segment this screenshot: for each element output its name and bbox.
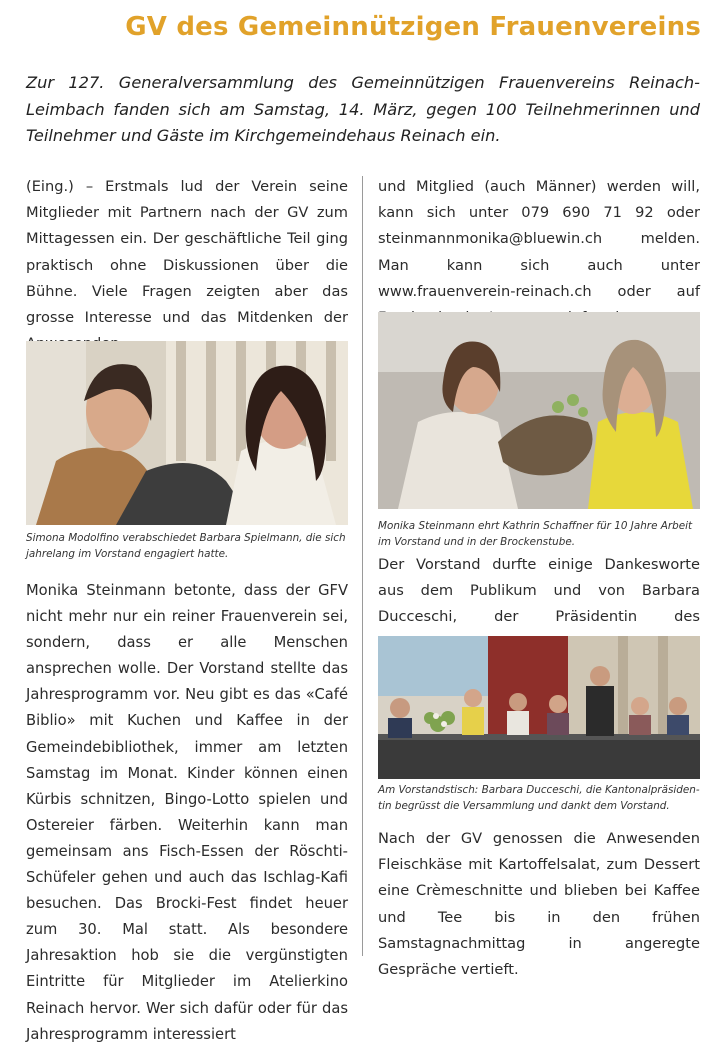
photo-caption-2 [378,518,708,550]
article-title: GV des Gemeinnützigen Frauenvereins [125,12,701,42]
paragraph-text: Der Vorstand durfte einige Dankesworte aus dem Publikum und von Barbara Ducceschi, der Präsidentin des [378,556,700,626]
photo-honoring [378,312,700,509]
photo-farewell [26,341,348,525]
caption-line: tin begrüsst die Versammlung und dankt dem Vorstand. [378,800,670,812]
caption-line: Monika Steinmann ehrt Kathrin Schaffner für 10 Jahre Arbeit [378,520,693,532]
paragraph-text: (Eing.) – Erstmals lud der Verein seine Mitglieder mit Partnern nach der GV zum Mittagessen ein. Der geschäftliche Teil ging praktisch ohne Diskussionen über die Bühne. Viele Fragen zeigten aber das grosse Interesse und das Mitdenken der [26,178,348,327]
paragraph-text: Nach der GV genossen die Anwesenden Fleischkäse mit Kartoffelsalat, zum Dessert eine Crèmeschnitte und blieben bei Kaffee und Tee bis in den frühen Samstagnachmittag in angeregte Gespräche vertieft. [378,830,700,979]
caption-line: Simona Modolfino verabschiedet Barbara Spielmann, die sich [26,532,346,544]
caption-line: jahrelang im Vorstand engagiert hatte. [26,548,229,560]
caption-line: Am Vorstandstisch: Barbara Ducceschi, die Kantonalpräsiden- [378,784,700,796]
article-lead: Zur 127. Generalversammlung des Gemeinnützigen Frauenvereins Reinach-Leimbach fanden sich am Samstag, 14. März, gegen 100 Teilnehmerinnen und Teilnehmer und Gäste im Kirchgemeindehaus Reinach ein. [26,73,700,145]
body-paragraph-1 [26,174,348,357]
body-paragraph-5 [378,826,700,983]
paragraph-text: Monika Steinmann betonte, dass der GFV nicht mehr nur ein reiner Frauenverein sei, sondern, dass er alle Menschen ansprechen wolle. Der Vorstand stellte das Jahresprogramm vor. Neu gibt es das «Café Biblio» mit Kuchen und Kaffee in der Gemeindebibliothek, immer am letzten Samstag im Monat. Kinder können einen Kürbis schnitzen, Bingo-Lotto spielen und Ostereier färben. Weiterhin kann man gemeinsam ans Fisch-Essen der Röschti-Schüfeler gehen und auch das Ischlag-Kafi besuchen. Das Brocki-Fest findet heuer zum 30. Mal statt. Als besondere Jahresaktion hob sie die vergünstigten Eintritte für Mitglieder im Atelierkino Reinach hervor. Wer sich dafür oder für das Jahresprogramm interessiert [26,582,348,1043]
paragraph-text: und Mitglied (auch Männer) werden will, kann sich unter 079 690 71 92 oder steinmannmonika@bluewin.ch melden. Man kann sich auch unter www.frauenverein-reinach.ch oder auf [378,178,700,300]
photo-board-table [378,636,700,779]
body-paragraph-3 [378,174,700,331]
column-divider [362,176,363,956]
body-paragraph-2 [26,578,348,1048]
photo-caption-3 [378,782,708,814]
caption-line: im Vorstand und in der Brockenstube. [378,536,576,548]
photo-caption-1 [26,530,356,562]
